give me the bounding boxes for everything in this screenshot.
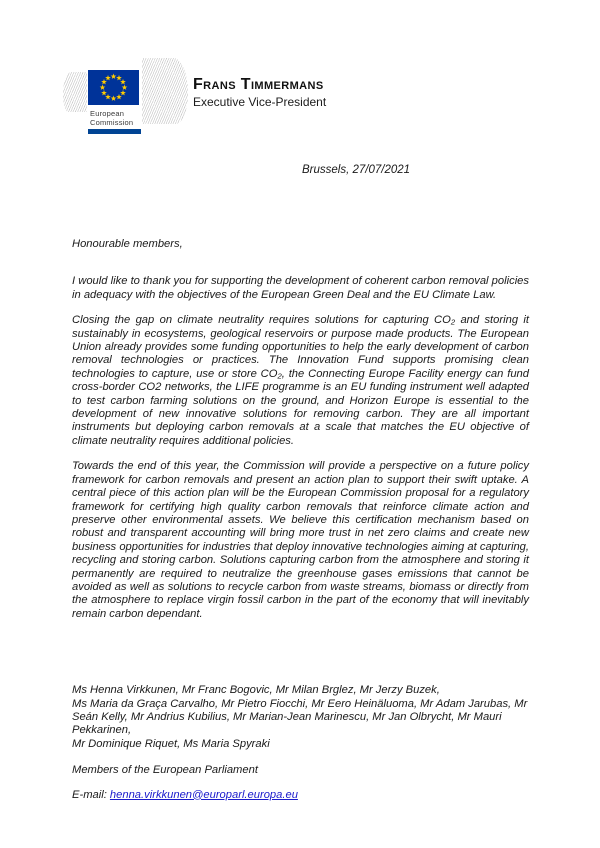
- recipients-role: Members of the European Parliament: [72, 764, 258, 777]
- email-label: E-mail:: [72, 788, 107, 801]
- letter-body: [72, 238, 529, 802]
- logo-institution-line2: Commission: [90, 117, 134, 127]
- logo-institution-line1: European: [90, 109, 125, 118]
- recipients-line: Ms Maria da Graça Carvalho, Mr Pietro Fiocchi, Mr Eero Heinäluoma, Mr Adam Jarubas, Mr Seán Kelly, Mr Andrius Kubilius, Mr Marian-Jean Marinescu, Mr Jan Olbrycht, Mr Mauri Pekkarinen,: [72, 697, 528, 737]
- paragraph-3: Towards the end of this year, the Commission will provide a perspective on a future policy framework for carbon removals and present an action plan to support their swift uptake. A central piece of this action plan will be the European Commission proposal for a regulatory framework for certifying high quality carbon removals that reinforce climate action and preserve other environmental assets. We believe this certification mechanism based on robust and transparent accounting will bring more trust in net zero claims and create new business opportunities for industries that deploy innovative technologies aiming at capturing, recycling and storing carbon. Solutions capturing carbon from the atmosphere and storing it permanently are required to neutralize the greenhouse gases emissions that cannot be avoided as well as solutions to recycle carbon from waste streams, biomass or directly from the atmosphere to replace virgin fossil carbon in the part of the economy that will inevitably remain carbon dependant.: [72, 460, 529, 620]
- recipients-line: Ms Henna Virkkunen, Mr Franc Bogovic, Mr Milan Brglez, Mr Jerzy Buzek,: [72, 684, 440, 697]
- logo-curves-left-icon: [63, 72, 87, 112]
- sender-name: Frans Timmermans: [193, 76, 324, 93]
- sender-title: Executive Vice-President: [193, 95, 327, 109]
- email-link[interactable]: henna.virkkunen@europarl.europa.eu: [109, 788, 298, 801]
- logo-blue-bar: [88, 129, 141, 134]
- recipients-line: Mr Dominique Riquet, Ms Maria Spyraki: [72, 737, 270, 750]
- paragraph-2: Closing the gap on climate neutrality requires solutions for capturing CO₂ and storing it sustainably in ecosystems, geological reservoirs or purpose made products. The European Union already provides some funding opportunities to help the early development of carbon removal technologies or practices. The Innovation Fund supports promising clean technologies to capture, use or store CO₂, the Connecting Europe Facility energy can fund cross-border CO2 networks, the LIFE programme is an EU funding instrument well adapted to test carbon farming solutions on the ground, and Horizon Europe is essential to the development of new innovative solutions for removing carbon. They are all important instruments but deploying carbon removals at a scale that matches the EU objective of climate neutrality requires additional policies.: [72, 314, 529, 447]
- paragraph-1: I would like to thank you for supporting the development of coherent carbon removal policies in adequacy with the objectives of the European Green Deal and the EU Climate Law.: [72, 275, 529, 301]
- european-commission-logo: [63, 58, 193, 140]
- dateline: Brussels, 27/07/2021: [302, 164, 411, 176]
- eu-flag-icon: [88, 70, 139, 105]
- salutation: Honourable members,: [72, 238, 183, 250]
- email-row: [72, 789, 529, 802]
- recipients-list: [72, 684, 529, 751]
- logo-institution-label: [90, 110, 133, 127]
- sender-block: [193, 77, 326, 109]
- logo-curves-right-icon: [142, 58, 188, 124]
